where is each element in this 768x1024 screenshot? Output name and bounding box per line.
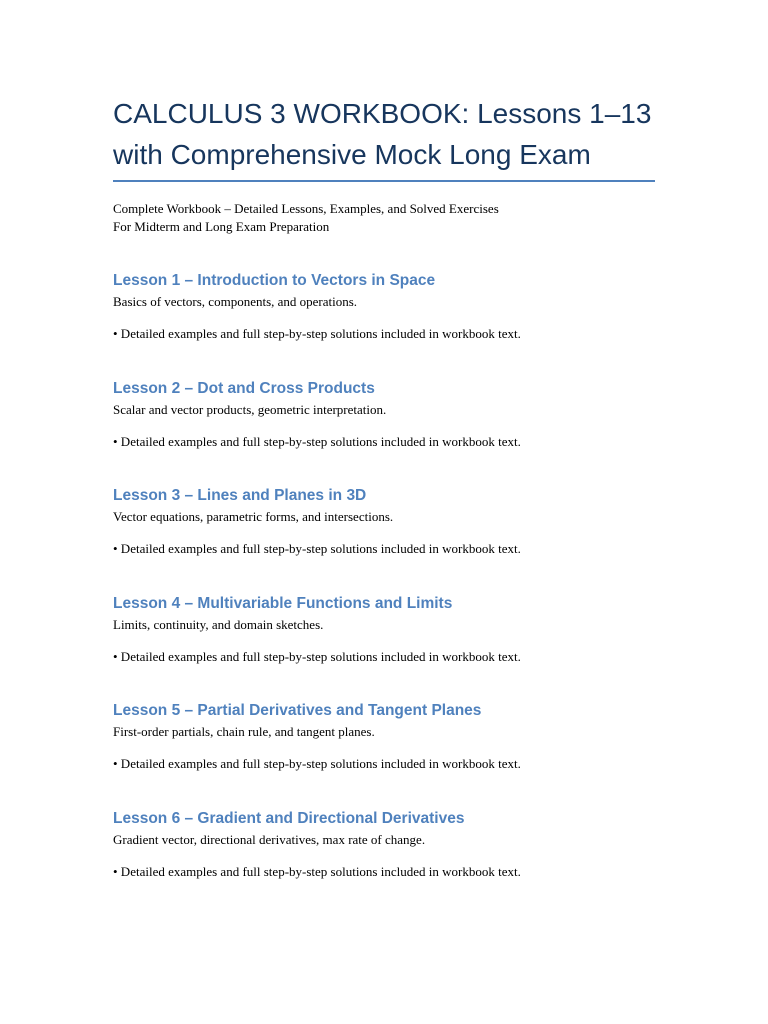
lesson-section-4 [113,594,713,666]
lesson-note: • Detailed examples and full step-by-step solutions included in workbook text. [113,649,521,664]
lesson-heading: Lesson 5 – Partial Derivatives and Tangent Planes [113,702,482,719]
lesson-description: Scalar and vector products, geometric interpretation. [113,402,387,417]
lesson-note: • Detailed examples and full step-by-step solutions included in workbook text. [113,326,521,341]
lesson-heading: Lesson 4 – Multivariable Functions and Limits [113,595,453,612]
lesson-note: • Detailed examples and full step-by-step solutions included in workbook text. [113,541,521,556]
lesson-note: • Detailed examples and full step-by-step solutions included in workbook text. [113,864,521,879]
lesson-description: Limits, continuity, and domain sketches. [113,617,324,632]
document-title [113,93,673,175]
lesson-description: Gradient vector, directional derivatives, max rate of change. [113,832,426,847]
lesson-heading: Lesson 6 – Gradient and Directional Derivatives [113,810,465,827]
document-subtitle [113,200,499,236]
lesson-heading: Lesson 3 – Lines and Planes in 3D [113,487,367,504]
lesson-note: • Detailed examples and full step-by-step solutions included in workbook text. [113,756,521,771]
lesson-section-3 [113,486,713,558]
lesson-heading: Lesson 2 – Dot and Cross Products [113,380,375,397]
document-title-line-2: with Comprehensive Mock Long Exam [113,139,591,170]
lesson-description: First-order partials, chain rule, and tangent planes. [113,724,375,739]
lesson-description: Basics of vectors, components, and operations. [113,294,358,309]
lesson-note: • Detailed examples and full step-by-step solutions included in workbook text. [113,434,521,449]
lesson-description: Vector equations, parametric forms, and intersections. [113,509,394,524]
lesson-heading: Lesson 1 – Introduction to Vectors in Space [113,272,436,289]
title-underline-rule [113,180,655,182]
lesson-section-2 [113,379,713,451]
subtitle-line-2: For Midterm and Long Exam Preparation [113,219,330,234]
subtitle-line-1: Complete Workbook – Detailed Lessons, Examples, and Solved Exercises [113,201,499,216]
lesson-section-6 [113,809,713,881]
document-title-line-1: CALCULUS 3 WORKBOOK: Lessons 1–13 [113,98,652,129]
lesson-section-5 [113,701,713,773]
lesson-section-1 [113,271,713,343]
